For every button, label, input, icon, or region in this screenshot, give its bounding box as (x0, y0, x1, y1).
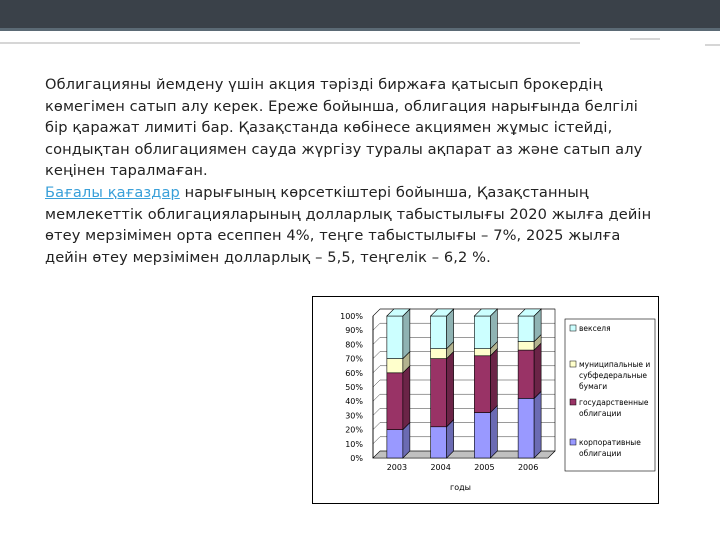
bar-segment (387, 316, 403, 359)
bar-segment (431, 349, 447, 359)
legend-label: бумаги (579, 382, 608, 391)
bar-segment (474, 316, 490, 349)
y-tick-label: 80% (345, 340, 363, 350)
y-tick-label: 40% (345, 397, 363, 407)
x-tick-label: 2006 (517, 463, 539, 472)
bar-segment-side (534, 343, 541, 398)
bar-segment (387, 430, 403, 458)
x-tick-label: 2003 (386, 463, 408, 472)
bar-segment-side (403, 309, 410, 359)
bar-segment (474, 413, 490, 458)
x-tick-label: 2004 (430, 463, 451, 472)
y-tick-label: 50% (345, 383, 363, 392)
paragraph-line: Облигацияны йемдену үшін акция тәрізді биржаға қатысып брокердің (45, 76, 603, 93)
legend-label: субфедеральные (579, 371, 648, 380)
bar-segment (431, 359, 447, 427)
y-tick-label: 30% (345, 411, 363, 421)
paragraph-line: көмегімен сатып алу керек. Ереже бойынша, облигация нарығында белгілі (45, 97, 638, 115)
header-underline-end (705, 44, 720, 46)
legend-swatch (570, 399, 576, 405)
y-tick-label: 90% (345, 326, 363, 336)
bar-segment (431, 316, 447, 349)
bar-segment-side (403, 366, 410, 430)
header-underline (0, 42, 580, 44)
legend-label: корпоративные (579, 438, 641, 447)
paragraph-line: сондықтан облигациямен сауда жүргізу туралы ақпарат аз және сатып алу (45, 140, 643, 158)
y-tick-label: 0% (350, 454, 363, 463)
bond-structure-chart (312, 296, 659, 504)
header-underline-short (630, 38, 660, 40)
bar-segment (431, 427, 447, 458)
bar-segment-side (534, 391, 541, 458)
legend-swatch (570, 439, 576, 445)
chart-svg (313, 297, 658, 503)
y-tick-label: 100% (340, 312, 363, 321)
bar-segment (518, 342, 534, 351)
bar-segment (518, 398, 534, 458)
paragraph-line: бір қаражат лимиті бар. Қазақстанда көбінесе акциямен жұмыс істейді, (45, 119, 613, 137)
paragraph-line: кеңінен таралмаған. (45, 162, 208, 180)
bar-segment (387, 373, 403, 430)
x-axis-label: годы (450, 483, 471, 492)
body-paragraph (45, 74, 685, 268)
bar-segment-side (447, 352, 454, 427)
bar-segment (518, 350, 534, 398)
bar-segment (474, 356, 490, 413)
y-tick-label: 60% (345, 368, 363, 378)
header-stripe (0, 28, 720, 31)
legend-label: государственные (579, 398, 649, 407)
bar-segment-side (490, 349, 497, 413)
bar-segment-side (490, 406, 497, 458)
y-tick-label: 70% (345, 354, 363, 364)
securities-link[interactable]: Бағалы қағаздар (45, 183, 180, 201)
legend-label: векселя (579, 324, 611, 333)
bar-segment (518, 316, 534, 342)
legend-label: муниципальные и (579, 360, 651, 369)
paragraph-line-rest: нарығының көрсеткіштері бойынша, Қазақстанның (179, 183, 589, 201)
bar-segment (474, 349, 490, 356)
header-bar (0, 0, 720, 30)
legend-swatch (570, 325, 576, 331)
y-tick-label: 10% (345, 439, 363, 449)
paragraph-line-with-link (45, 182, 685, 204)
paragraph-line: дейін өтеу мерзімімен долларлық – 5,5, теңгелік – 6,2 %. (45, 248, 491, 266)
bar-segment (387, 359, 403, 373)
legend-swatch (570, 361, 576, 367)
legend-label: облигации (579, 449, 622, 458)
legend-label: облигации (579, 409, 622, 418)
y-tick-label: 20% (345, 425, 363, 435)
paragraph-line: мемлекеттік облигацияларының долларлық табыстылығы 2020 жылға дейін (45, 205, 652, 223)
x-tick-label: 2005 (474, 463, 495, 472)
paragraph-line: өтеу мерзімімен орта есеппен 4%, теңге табыстылығы – 7%, 2025 жылға (45, 227, 621, 245)
